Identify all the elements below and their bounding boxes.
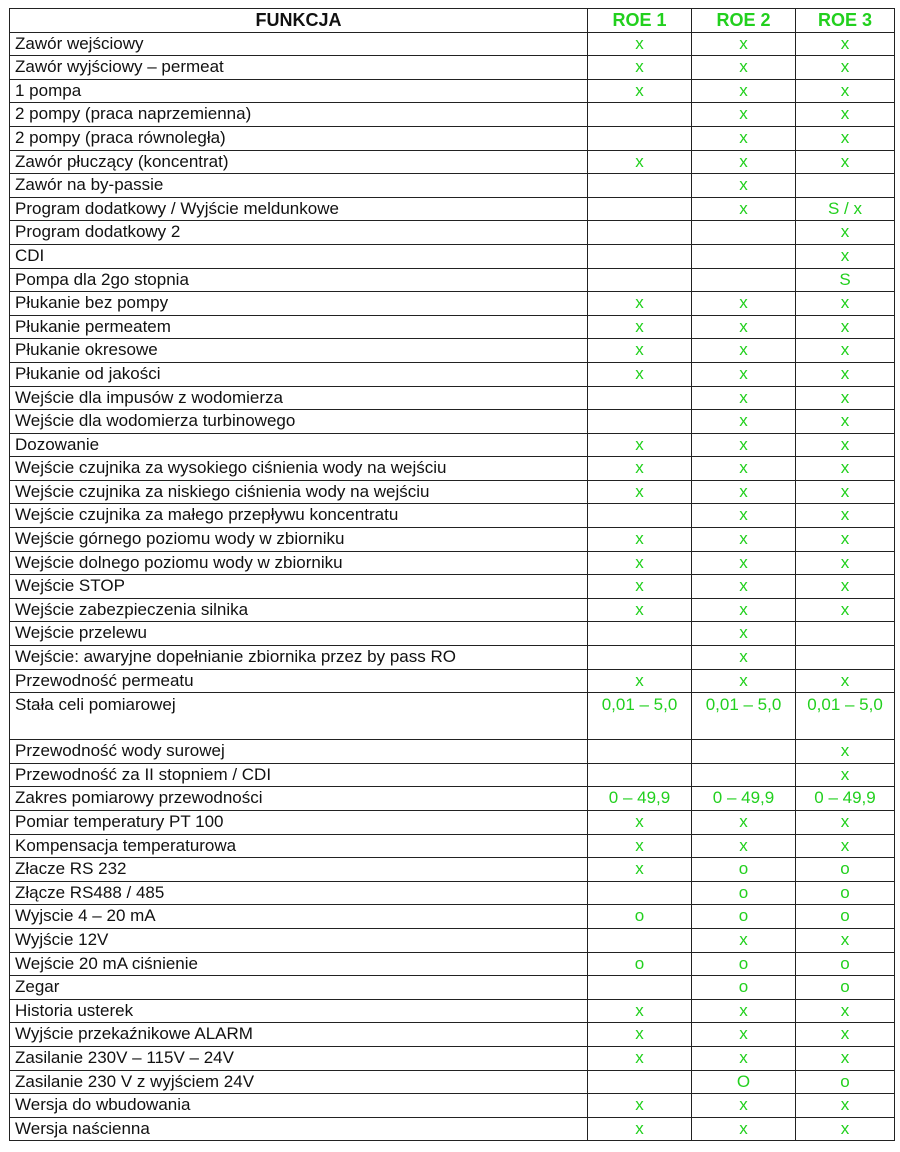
roe-3-cell: 0,01 – 5,0 [796,693,895,740]
roe-2-cell: x [692,362,796,386]
roe-1-cell [588,244,692,268]
function-name-cell: Wejście dla wodomierza turbinowego [10,410,588,434]
table-row [10,999,895,1023]
roe-3-cell: x [796,221,895,245]
roe-1-cell: x [588,858,692,882]
roe-2-cell [692,244,796,268]
roe-3-cell: x [796,528,895,552]
roe-3-cell [796,646,895,670]
table-row [10,858,895,882]
roe-3-cell: x [796,811,895,835]
function-name-cell: Wejście STOP [10,575,588,599]
function-name-cell: Wyjście przekaźnikowe ALARM [10,1023,588,1047]
roe-3-cell: x [796,362,895,386]
roe-2-cell: x [692,504,796,528]
roe-2-cell: x [692,622,796,646]
function-name-cell: Zawór wyjściowy – permeat [10,56,588,80]
roe-2-cell: x [692,928,796,952]
roe-1-cell: x [588,56,692,80]
table-row [10,1023,895,1047]
roe-2-cell: x [692,410,796,434]
table-row [10,693,895,740]
table-row [10,126,895,150]
roe-2-cell: 0 – 49,9 [692,787,796,811]
function-name-cell: Płukanie bez pompy [10,292,588,316]
roe-2-cell: x [692,339,796,363]
roe-3-cell: o [796,1070,895,1094]
table-row [10,622,895,646]
roe-3-cell: x [796,386,895,410]
roe-3-cell: x [796,763,895,787]
function-name-cell: Wyjscie 4 – 20 mA [10,905,588,929]
roe-3-cell: x [796,1046,895,1070]
roe-1-cell: x [588,999,692,1023]
function-name-cell: CDI [10,244,588,268]
roe-2-cell: x [692,1117,796,1141]
table-row [10,268,895,292]
roe-3-cell: x [796,315,895,339]
function-name-cell: Program dodatkowy 2 [10,221,588,245]
roe-1-cell: x [588,292,692,316]
roe-3-cell: 0 – 49,9 [796,787,895,811]
roe-1-cell [588,928,692,952]
roe-2-cell [692,268,796,292]
roe-1-cell: x [588,669,692,693]
roe-3-cell: x [796,575,895,599]
roe-3-cell: x [796,433,895,457]
header-function: FUNKCJA [10,9,588,33]
roe-1-cell [588,103,692,127]
function-name-cell: Program dodatkowy / Wyjście meldunkowe [10,197,588,221]
roe-3-cell: x [796,669,895,693]
table-row [10,410,895,434]
function-name-cell: Wejście dla impusów z wodomierza [10,386,588,410]
function-table-container [9,8,895,1141]
table-body [10,32,895,1141]
table-row [10,197,895,221]
table-row [10,32,895,56]
roe-1-cell: x [588,457,692,481]
table-row [10,1070,895,1094]
table-row [10,56,895,80]
roe-2-cell [692,221,796,245]
function-name-cell: Płukanie od jakości [10,362,588,386]
roe-3-cell: x [796,150,895,174]
roe-3-cell [796,622,895,646]
roe-2-cell: x [692,457,796,481]
roe-2-cell: x [692,575,796,599]
roe-2-cell: x [692,292,796,316]
roe-3-cell: o [796,952,895,976]
roe-3-cell: x [796,928,895,952]
roe-2-cell: o [692,858,796,882]
table-row [10,787,895,811]
roe-2-cell: x [692,669,796,693]
function-name-cell: Wejście górnego poziomu wody w zbiorniku [10,528,588,552]
roe-1-cell: x [588,79,692,103]
roe-1-cell: x [588,32,692,56]
function-name-cell: Wejście czujnika za wysokiego ciśnienia wody na wejściu [10,457,588,481]
roe-2-cell: x [692,79,796,103]
function-name-cell: Zasilanie 230V – 115V – 24V [10,1046,588,1070]
roe-3-cell: o [796,976,895,1000]
roe-3-cell: x [796,457,895,481]
header-roe-2: ROE 2 [692,9,796,33]
function-name-cell: Historia usterek [10,999,588,1023]
roe-1-cell: x [588,433,692,457]
roe-2-cell: x [692,315,796,339]
roe-3-cell: x [796,410,895,434]
roe-2-cell: x [692,999,796,1023]
function-name-cell: Stała celi pomiarowej [10,693,588,740]
table-row [10,1046,895,1070]
table-row [10,598,895,622]
roe-2-cell [692,740,796,764]
function-name-cell: Zawór wejściowy [10,32,588,56]
table-row [10,150,895,174]
roe-1-cell: x [588,339,692,363]
roe-2-cell: x [692,174,796,198]
roe-1-cell: 0,01 – 5,0 [588,693,692,740]
function-name-cell: Zasilanie 230 V z wyjściem 24V [10,1070,588,1094]
function-name-cell: Przewodność wody surowej [10,740,588,764]
function-name-cell: Pomiar temperatury PT 100 [10,811,588,835]
roe-1-cell: x [588,1046,692,1070]
roe-1-cell: o [588,905,692,929]
table-row [10,928,895,952]
table-row [10,1094,895,1118]
roe-2-cell [692,763,796,787]
roe-1-cell: x [588,551,692,575]
table-row [10,669,895,693]
roe-3-cell: x [796,999,895,1023]
roe-2-cell: x [692,197,796,221]
function-name-cell: Wejście przelewu [10,622,588,646]
roe-1-cell: x [588,598,692,622]
roe-1-cell: x [588,834,692,858]
function-name-cell: Wejście czujnika za niskiego ciśnienia wody na wejściu [10,480,588,504]
roe-3-cell: o [796,881,895,905]
roe-3-cell: x [796,504,895,528]
roe-3-cell: x [796,244,895,268]
roe-1-cell: x [588,150,692,174]
roe-3-cell: x [796,339,895,363]
roe-3-cell: S [796,268,895,292]
table-row [10,646,895,670]
function-name-cell: Złacze RS 232 [10,858,588,882]
function-name-cell: Dozowanie [10,433,588,457]
roe-2-cell: x [692,834,796,858]
roe-3-cell: x [796,1023,895,1047]
roe-2-cell: x [692,811,796,835]
roe-1-cell [588,976,692,1000]
function-name-cell: Złącze RS488 / 485 [10,881,588,905]
roe-3-cell: x [796,1117,895,1141]
roe-2-cell: x [692,32,796,56]
roe-3-cell: o [796,858,895,882]
roe-1-cell: x [588,1117,692,1141]
table-row [10,339,895,363]
roe-1-cell: x [588,528,692,552]
roe-2-cell: O [692,1070,796,1094]
roe-1-cell [588,504,692,528]
roe-2-cell: o [692,952,796,976]
roe-3-cell: x [796,79,895,103]
roe-1-cell: x [588,1094,692,1118]
table-row [10,221,895,245]
function-name-cell: Płukanie permeatem [10,315,588,339]
table-row [10,174,895,198]
function-name-cell: Przewodność za II stopniem / CDI [10,763,588,787]
roe-1-cell: 0 – 49,9 [588,787,692,811]
roe-3-cell: S / x [796,197,895,221]
table-row [10,504,895,528]
roe-3-cell [796,174,895,198]
table-row [10,315,895,339]
function-name-cell: Pompa dla 2go stopnia [10,268,588,292]
function-name-cell: 2 pompy (praca równoległa) [10,126,588,150]
roe-2-cell: x [692,528,796,552]
roe-3-cell: o [796,905,895,929]
roe-1-cell [588,126,692,150]
table-row [10,1117,895,1141]
function-comparison-table [9,8,895,1141]
roe-2-cell: x [692,386,796,410]
roe-2-cell: x [692,433,796,457]
roe-1-cell [588,268,692,292]
roe-3-cell: x [796,126,895,150]
roe-2-cell: x [692,480,796,504]
roe-1-cell [588,1070,692,1094]
roe-1-cell [588,622,692,646]
roe-2-cell: x [692,103,796,127]
function-name-cell: Wersja do wbudowania [10,1094,588,1118]
header-roe-1: ROE 1 [588,9,692,33]
function-name-cell: Wyjście 12V [10,928,588,952]
roe-3-cell: x [796,740,895,764]
table-row [10,952,895,976]
function-name-cell: Przewodność permeatu [10,669,588,693]
function-name-cell: Zawór na by-passie [10,174,588,198]
roe-1-cell: x [588,575,692,599]
roe-2-cell: o [692,976,796,1000]
roe-1-cell [588,881,692,905]
table-row [10,575,895,599]
roe-3-cell: x [796,103,895,127]
roe-1-cell [588,174,692,198]
roe-1-cell: x [588,1023,692,1047]
roe-3-cell: x [796,834,895,858]
roe-1-cell [588,386,692,410]
function-name-cell: Zakres pomiarowy przewodności [10,787,588,811]
table-row [10,528,895,552]
function-name-cell: Płukanie okresowe [10,339,588,363]
function-name-cell: Wejście dolnego poziomu wody w zbiorniku [10,551,588,575]
roe-3-cell: x [796,56,895,80]
roe-2-cell: x [692,598,796,622]
table-header-row [10,9,895,33]
roe-2-cell: x [692,1023,796,1047]
roe-1-cell: x [588,315,692,339]
roe-2-cell: o [692,881,796,905]
roe-1-cell: x [588,811,692,835]
roe-1-cell: x [588,480,692,504]
roe-1-cell [588,221,692,245]
table-row [10,905,895,929]
table-row [10,362,895,386]
roe-1-cell: x [588,362,692,386]
header-roe-3: ROE 3 [796,9,895,33]
roe-3-cell: x [796,551,895,575]
roe-3-cell: x [796,32,895,56]
table-row [10,834,895,858]
table-row [10,811,895,835]
roe-1-cell [588,197,692,221]
roe-3-cell: x [796,1094,895,1118]
function-name-cell: Wejście: awaryjne dopełnianie zbiornika przez by pass RO [10,646,588,670]
roe-2-cell: o [692,905,796,929]
function-name-cell: Zawór płuczący (koncentrat) [10,150,588,174]
roe-2-cell: x [692,1094,796,1118]
table-row [10,881,895,905]
table-row [10,457,895,481]
table-row [10,740,895,764]
function-name-cell: Zegar [10,976,588,1000]
roe-2-cell: x [692,646,796,670]
roe-2-cell: x [692,56,796,80]
table-row [10,551,895,575]
roe-1-cell [588,740,692,764]
table-row [10,763,895,787]
function-name-cell: 2 pompy (praca naprzemienna) [10,103,588,127]
roe-2-cell: x [692,1046,796,1070]
function-name-cell: 1 pompa [10,79,588,103]
table-row [10,292,895,316]
roe-1-cell [588,763,692,787]
roe-1-cell [588,646,692,670]
roe-3-cell: x [796,480,895,504]
table-row [10,976,895,1000]
table-row [10,433,895,457]
table-row [10,79,895,103]
function-name-cell: Wejście 20 mA ciśnienie [10,952,588,976]
function-name-cell: Wejście zabezpieczenia silnika [10,598,588,622]
roe-3-cell: x [796,598,895,622]
table-row [10,480,895,504]
function-name-cell: Wejście czujnika za małego przepływu koncentratu [10,504,588,528]
table-row [10,244,895,268]
function-name-cell: Wersja naścienna [10,1117,588,1141]
roe-3-cell: x [796,292,895,316]
roe-1-cell: o [588,952,692,976]
function-name-cell: Kompensacja temperaturowa [10,834,588,858]
roe-1-cell [588,410,692,434]
roe-2-cell: 0,01 – 5,0 [692,693,796,740]
table-row [10,103,895,127]
roe-2-cell: x [692,126,796,150]
table-row [10,386,895,410]
roe-2-cell: x [692,551,796,575]
roe-2-cell: x [692,150,796,174]
